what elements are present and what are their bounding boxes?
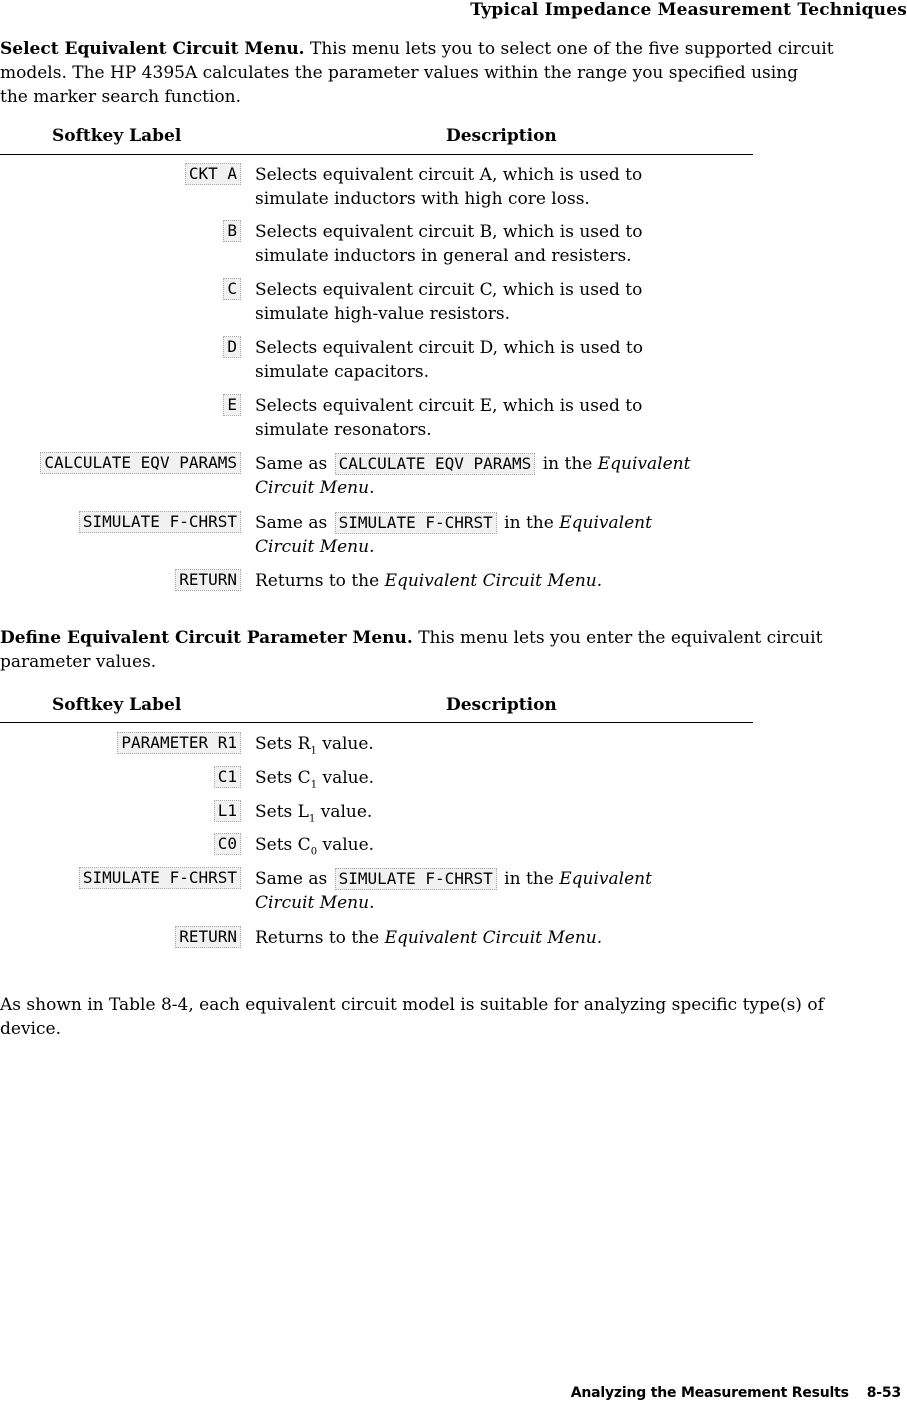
softkey-parameter-r1[interactable]: PARAMETER R1 [117,732,241,754]
description-text: in the [542,454,593,474]
softkey-l1[interactable]: L1 [214,800,241,822]
description-text: simulate resonators. [255,420,432,440]
description-text: value. [322,734,374,754]
menu-reference: Equivalent [597,454,691,474]
description-text: Selects equivalent circuit B, which is used to [255,222,643,242]
description-text: Selects equivalent circuit C, which is used to [255,280,643,300]
softkey-d[interactable]: D [223,336,241,358]
column-header-softkey: Softkey Label [52,126,182,146]
menu-reference: Circuit Menu. [255,478,375,498]
intro-text: the marker search function. [0,87,242,107]
column-header-description: Description [446,695,557,715]
intro-text: parameter values. [0,652,157,672]
softkey-ref-simulate-f-chrst: SIMULATE F-CHRST [335,868,497,890]
description-text: value. [320,802,373,822]
description-text: Sets C [255,768,311,788]
body-text: device. [0,1019,61,1039]
description-text: in the [504,513,554,533]
description-text: Same as [255,454,328,474]
description-text: simulate high-value resistors. [255,304,511,324]
softkey-ckt-a[interactable]: CKT A [185,163,241,185]
page-footer [571,1385,901,1401]
subscript: 1 [310,745,317,757]
menu-reference: Circuit Menu. [255,537,375,557]
section-select-intro [0,37,900,109]
description-text: simulate capacitors. [255,362,430,382]
description-text: Selects equivalent circuit E, which is used to [255,396,643,416]
page-number: 8-53 [866,1385,901,1401]
softkey-c1[interactable]: C1 [214,766,241,788]
intro-text: This menu lets you to select one of the five supported circuit [310,39,834,59]
section-title: Select Equivalent Circuit Menu. [0,39,305,59]
softkey-c[interactable]: C [223,278,241,300]
menu-reference: Equivalent Circuit Menu. [384,571,603,591]
description-text: simulate inductors in general and resisters. [255,246,632,266]
softkey-simulate-f-chrst[interactable]: SIMULATE F-CHRST [79,511,241,533]
softkey-b[interactable]: B [223,220,241,242]
softkey-c0[interactable]: C0 [214,833,241,855]
section-define-intro [0,626,900,674]
subscript: 1 [308,813,316,825]
description-text: simulate inductors with high core loss. [255,189,590,209]
footer-chapter: Analyzing the Measurement Results [570,1385,849,1401]
table-rule [0,154,753,155]
intro-text: This menu lets you enter the equivalent circuit [418,628,823,648]
softkey-calculate-eqv-params[interactable]: CALCULATE EQV PARAMS [40,452,241,474]
body-text: As shown in Table 8-4, each equivalent circuit model is suitable for analyzing specific type(s) of [0,995,824,1015]
description-text: value. [322,835,375,855]
description-text: Same as [255,513,328,533]
table-rule [0,722,753,723]
description-text: Returns to the [255,571,380,591]
subscript: 1 [310,779,318,791]
column-header-description: Description [446,126,557,146]
softkey-e[interactable]: E [223,394,241,416]
softkey-return[interactable]: RETURN [175,569,241,591]
section-title: Define Equivalent Circuit Parameter Menu. [0,628,413,648]
menu-reference: Equivalent [559,513,652,533]
softkey-ref-simulate-f-chrst: SIMULATE F-CHRST [335,512,497,534]
intro-text: models. The HP 4395A calculates the parameter values within the range you specified using [0,63,799,83]
menu-reference: Equivalent [559,869,652,889]
menu-reference: Circuit Menu. [255,893,375,913]
description-text: Same as [255,869,328,889]
description-text: Sets C [255,835,311,855]
description-text: Selects equivalent circuit A, which is used to [255,165,643,185]
softkey-ref-calculate-eqv-params: CALCULATE EQV PARAMS [335,453,536,475]
description-text: Sets L [255,802,309,822]
description-text: Selects equivalent circuit D, which is used to [255,338,643,358]
softkey-return[interactable]: RETURN [175,926,241,948]
description-text: Returns to the [255,928,380,948]
running-header: Typical Impedance Measurement Techniques [470,0,907,20]
description-text: Sets R [255,734,311,754]
description-text: value. [322,768,375,788]
column-header-softkey: Softkey Label [52,695,182,715]
closing-paragraph [0,993,900,1041]
subscript: 0 [310,846,318,858]
softkey-simulate-f-chrst[interactable]: SIMULATE F-CHRST [79,867,241,889]
description-text: in the [504,869,554,889]
menu-reference: Equivalent Circuit Menu. [384,928,603,948]
